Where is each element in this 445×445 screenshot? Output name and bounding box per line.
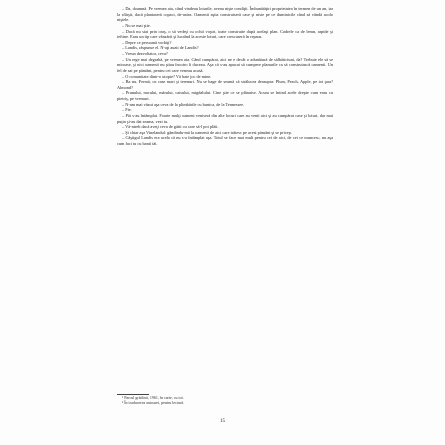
paragraph: – Ba nu. Fermă, cu case mari şi terenuri. Nu se bage de seamă că strălucea deasupra: Plum, Peach, Apple, pe tot ţara? Almond? <box>117 79 333 90</box>
paragraph: – Câştigul Landis era acela că nu s-a întâmplat aşa. Totul se face mai mult pentru cei de aici, de cei ce muncesc, nu aşa cum faci tu cu banii tăi. <box>117 135 333 146</box>
paragraph: – Un rege mai degrabă, pe vremea aia. Când cumpărai, aici ne e decât o adunătură de sălbăticiuni, da? Trebuie ele să se miroase, şi nici oamenii nu ştiau încotro îi duceau. Aşa că s-au apucat să cumpere planurile ca să construiască oamenii. Un fel de sat pe pământ, pentru cei care veneau acasă. <box>117 56 333 73</box>
paragraph: – Şi chiar aşa Vinelandul: gândindu-mă la oamenii de aici care trăiesc pe acest pământ şi se pricep. <box>122 129 292 135</box>
paragraph: – Fie. <box>122 107 132 113</box>
paragraph: – Prunului, nucului, mărului, caisului, migdalului. Cine ştie ce se plănuise. Acum se întind acele drepte cum erau cu pietriş, pe vremuri. <box>117 90 333 101</box>
footnote: ¹ Parcul grădinii, 1961, în carte, cu tot. <box>122 395 184 400</box>
paragraph: – Da, doamnă. Pe vremea aia, când vindeau loturile, aveau nişte condiţii. Îmbunătăţiri proprietatea în termen de un an, iar la sfârşit, dacă plantaseră copaci, de-astea. Oamenii aştia construiseră case şi niste pe ce duminicile când să vândă acolo niştele. <box>117 6 333 23</box>
paragraph: – Landis, răspunse el. N-aţi auzit de Landis? <box>122 45 199 51</box>
paragraph: – O comunitate dintr-o utopie? Vă bate joc de mine. <box>122 73 212 79</box>
body-text <box>117 6 333 147</box>
paragraph: – N-am mai văzut aşa ceva de la plimbările cu bunica, de la Tennessee. <box>122 101 245 107</box>
paragraph: – Nu se mai ştie. <box>122 22 151 28</box>
paragraph: – Vreun dezvoltator, ceva? <box>122 51 168 56</box>
paragraph: – Dacă nu stai prin oraş, o să vedeţi cu ochii voştri, toate construite după acelaşi plan. Cadrele ca de lemn, rapide şi ieftine. Erau un tip care vânzării şi lucrând la aceste loturi, care crescuseră în repaus. <box>117 28 333 40</box>
paragraph: – Vă-ntreb dacă aveţi ceva de gătit cu care să-l pot plăti. <box>122 124 219 130</box>
paragraph: – Păi s-au întâmplat. Foarte mulţi oameni veniseră din alte locuri care au venit aici şi au cumpărat case şi loturi, dar mai puţin şi-au dat seama, vezi tu. <box>117 112 333 124</box>
footnotes <box>117 395 333 405</box>
paragraph: – Depre ce persoană vorbiţi? <box>122 39 172 45</box>
footnote: ² În traducerea autoarei, pentru lectură. <box>122 400 185 405</box>
page-number: 15 <box>220 419 225 424</box>
